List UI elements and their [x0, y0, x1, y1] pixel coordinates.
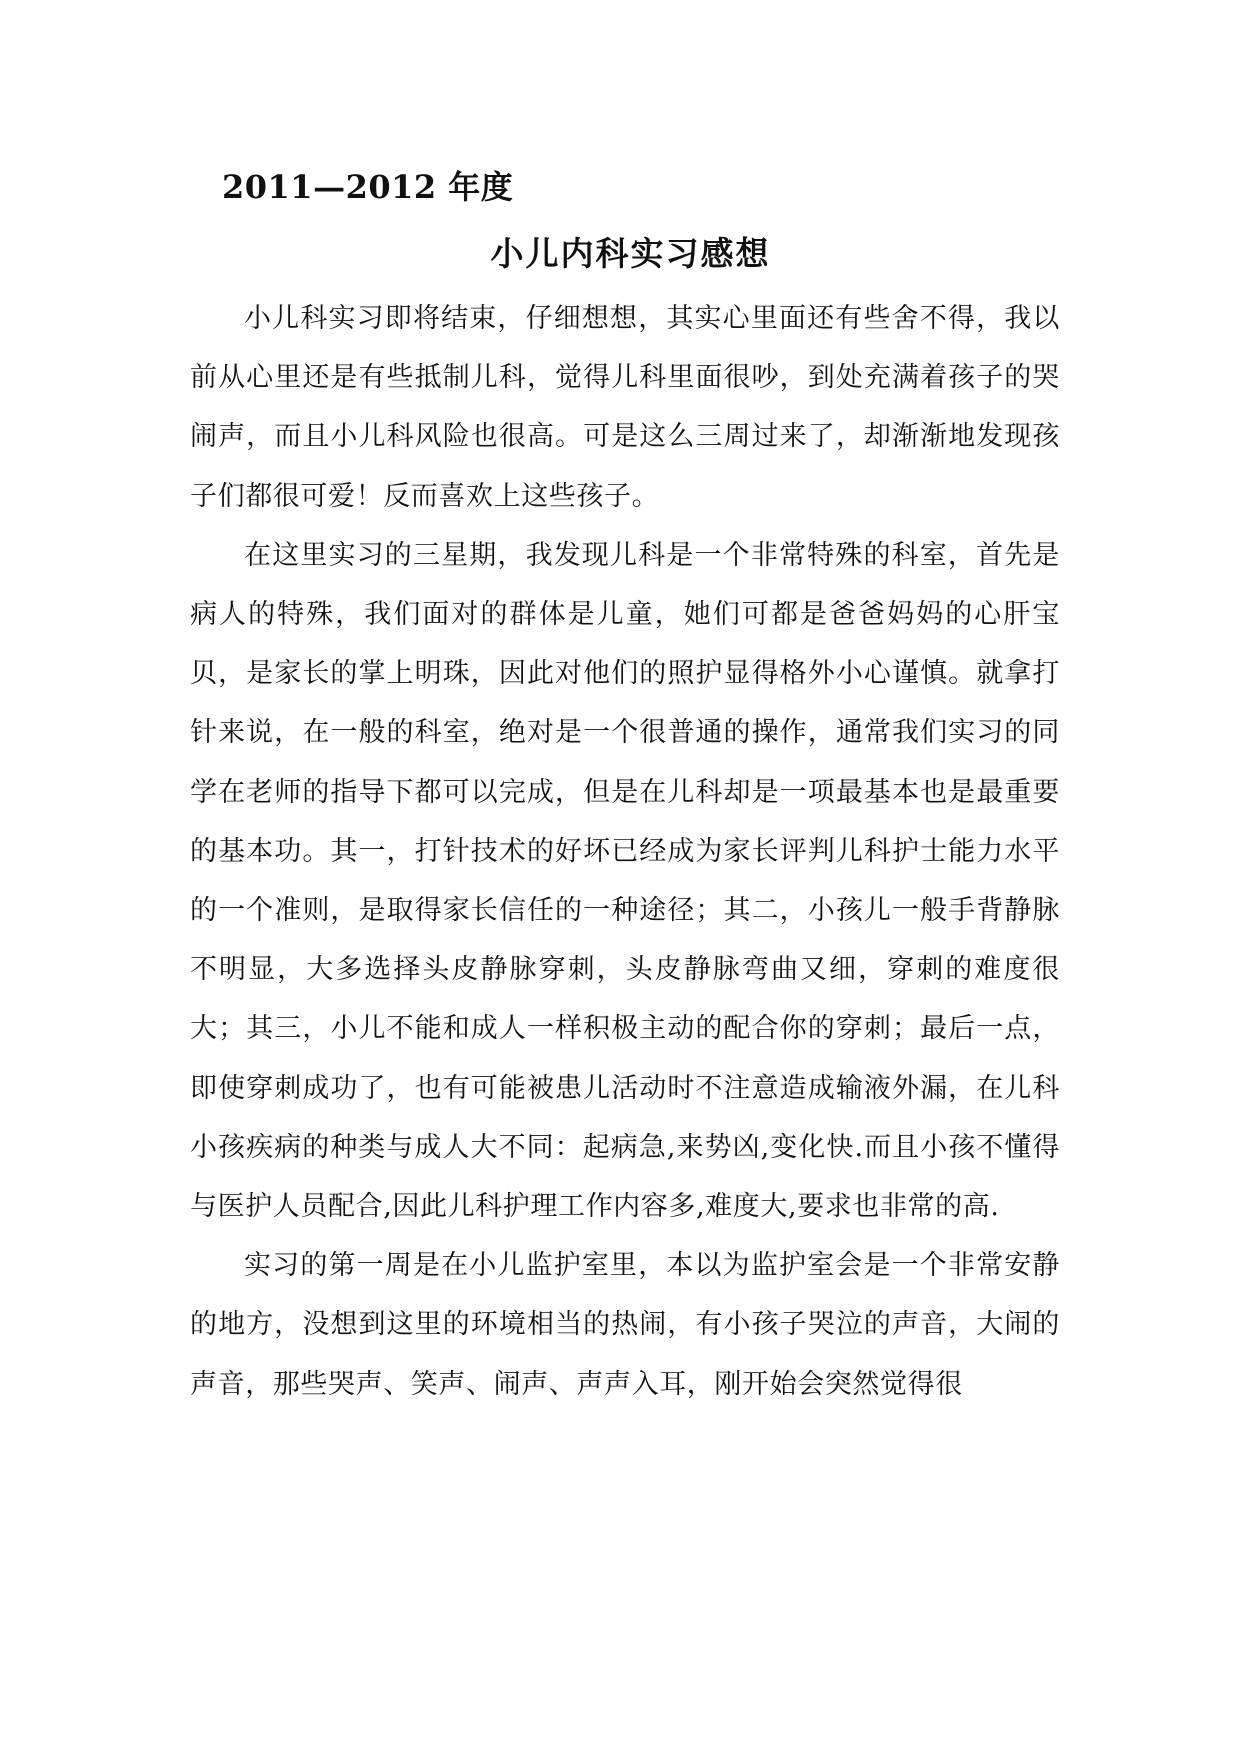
paragraph: 在这里实习的三星期，我发现儿科是一个非常特殊的科室，首先是病人的特殊，我们面对的群体是儿童，她们可都是爸爸妈妈的心肝宝贝，是家长的掌上明珠，因此对他们的照护显得格外小心谨慎。就拿打针来说，在一般的科室，绝对是一个很普通的操作，通常我们实习的同学在老师的指导下都可以完成，但是在儿科却是一项最基本也是最重要的基本功。其一，打针技术的好坏已经成为家长评判儿科护士能力水平的一个准则，是取得家长信任的一种途径；其二，小孩儿一般手背静脉不明显，大多选择头皮静脉穿刺，头皮静脉弯曲又细，穿刺的难度很大；其三，小儿不能和成人一样积极主动的配合你的穿刺；最后一点，即使穿刺成功了，也有可能被患儿活动时不注意造成输液外漏，在儿科小孩疾病的种类与成人大不同：起病急,来势凶,变化快.而且小孩不懂得与医护人员配合,因此儿科护理工作内容多,难度大,要求也非常的高.	[190, 539, 1060, 1223]
paragraph: 实习的第一周是在小儿监护室里，本以为监护室会是一个非常安静的地方，没想到这里的环境相当的热闹，有小孩子哭泣的声音，大闹的声音，那些哭声、笑声、闹声、声声入耳，刚开始会突然觉得很	[190, 1250, 1060, 1400]
paragraph: 小儿科实习即将结束，仔细想想，其实心里面还有些舍不得，我以前从心里还是有些抵制儿科，觉得儿科里面很吵，到处充满着孩子的哭闹声，而且小儿科风险也很高。可是这么三周过来了，却渐渐地发现孩子们都很可爱！反而喜欢上这些孩子。	[190, 303, 1060, 512]
document-title: 小儿内科实习感想	[490, 234, 771, 273]
document-body	[190, 289, 1060, 1414]
year-heading: 2011—2012 年度	[222, 168, 514, 206]
